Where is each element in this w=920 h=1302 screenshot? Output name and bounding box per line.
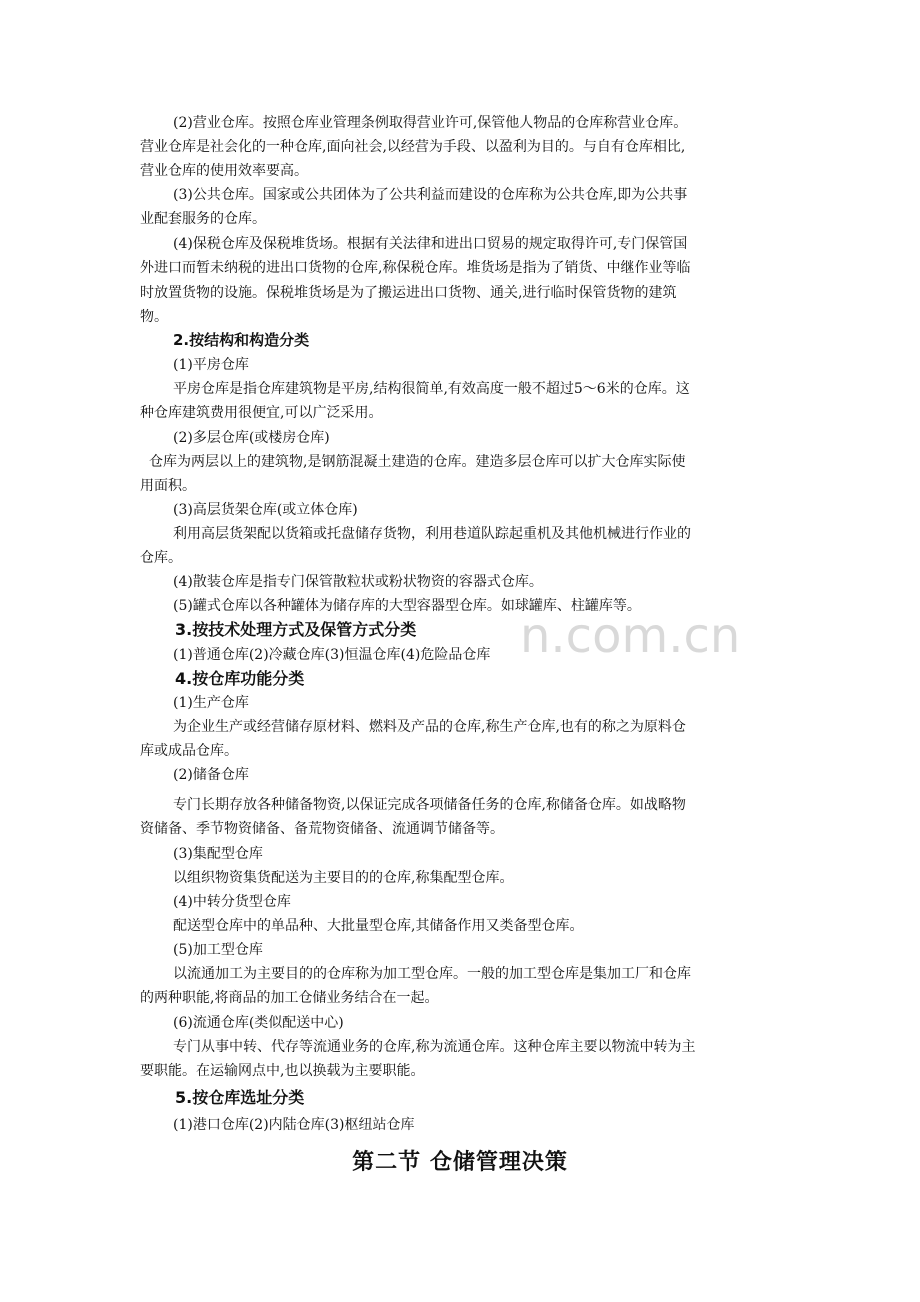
text-line: 营业仓库的使用效率要高。 [140, 163, 308, 179]
text-line: 物。 [140, 309, 168, 325]
text-line: 仓库。 [140, 550, 182, 566]
text-line: (3)公共仓库。国家或公共团体为了公共利益而建设的仓库称为公共仓库,即为公共事 [173, 187, 688, 203]
text-line: 以组织物资集货配送为主要目的的仓库,称集配型仓库。 [173, 870, 514, 886]
section-heading: 5.按仓库选址分类 [175, 1088, 305, 1107]
text-line: (1)平房仓库 [173, 357, 249, 373]
text-line: (5)罐式仓库以各种罐体为储存库的大型容器型仓库。如球罐库、柱罐库等。 [173, 598, 641, 614]
text-line: (1)生产仓库 [173, 695, 249, 711]
text-line: 为企业生产或经营储存原材料、燃料及产品的仓库,称生产仓库,也有的称之为原料仓 [173, 719, 686, 735]
watermark: n.com.cn [520, 608, 741, 664]
text-line: 的两种职能,将商品的加工仓储业务结合在一起。 [140, 990, 439, 1006]
text-line: 专门长期存放各种储备物资,以保证完成各项储备任务的仓库,称储备仓库。如战略物 [173, 797, 686, 813]
text-line: 平房仓库是指仓库建筑物是平房,结构很简单,有效高度一般不超过5～6米的仓库。这 [173, 381, 690, 397]
chapter-section-title: 第二节 仓储管理决策 [352, 1150, 568, 1175]
text-line: 用面积。 [140, 478, 196, 494]
text-line: (5)加工型仓库 [173, 942, 263, 958]
section-heading: 2.按结构和构造分类 [173, 331, 310, 349]
text-line: (1)港口仓库(2)内陆仓库(3)枢纽站仓库 [173, 1117, 415, 1133]
text-line: 时放置货物的设施。保税堆货场是为了搬运进出口货物、通关,进行临时保管货物的建筑 [140, 285, 677, 301]
text-line: 专门从事中转、代存等流通业务的仓库,称为流通仓库。这种仓库主要以物流中转为主 [173, 1039, 696, 1055]
text-line: 库或成品仓库。 [140, 743, 238, 759]
text-line: (3)高层货架仓库(或立体仓库) [173, 502, 358, 518]
text-line: (4)中转分货型仓库 [173, 894, 291, 910]
text-line: 以流通加工为主要目的的仓库称为加工型仓库。一般的加工型仓库是集加工厂和仓库 [173, 966, 691, 982]
text-line: 配送型仓库中的单品种、大批量型仓库,其储备作用又类备型仓库。 [173, 918, 584, 934]
text-line: (2)多层仓库(或楼房仓库) [173, 430, 330, 446]
section-heading: 4.按仓库功能分类 [175, 669, 305, 688]
text-line: 外进口而暂未纳税的进出口货物的仓库,称保税仓库。堆货场是指为了销货、中继作业等临 [140, 260, 691, 276]
text-line: (3)集配型仓库 [173, 846, 263, 862]
text-line: (2)营业仓库。按照仓库业管理条例取得营业许可,保管他人物品的仓库称营业仓库。 [173, 115, 688, 131]
text-line: 种仓库建筑费用很便宜,可以广泛采用。 [140, 405, 383, 421]
text-line: 资储备、季节物资储备、备荒物资储备、流通调节储备等。 [140, 821, 504, 837]
text-line: (2)储备仓库 [173, 767, 249, 783]
text-line: 营业仓库是社会化的一种仓库,面向社会,以经营为手段、以盈利为目的。与自有仓库相比, [140, 139, 686, 155]
text-line: 业配套服务的仓库。 [140, 211, 266, 227]
section-heading: 3.按技术处理方式及保管方式分类 [175, 620, 417, 639]
text-line: 利用高层货架配以货箱或托盘储存货物，利用巷道队踪起重机及其他机械进行作业的 [173, 526, 691, 542]
text-line: (1)普通仓库(2)冷藏仓库(3)恒温仓库(4)危险品仓库 [173, 647, 491, 663]
text-line: (4)保税仓库及保税堆货场。根据有关法律和进出口贸易的规定取得许可,专门保管国 [173, 236, 688, 252]
text-line: 要职能。在运输网点中,也以换载为主要职能。 [140, 1063, 425, 1079]
text-line: (4)散装仓库是指专门保管散粒状或粉状物资的容器式仓库。 [173, 574, 543, 590]
text-line: (6)流通仓库(类似配送中心) [173, 1015, 344, 1031]
text-line: 仓库为两层以上的建筑物,是钢筋混凝土建造的仓库。建造多层仓库可以扩大仓库实际使 [149, 454, 686, 470]
